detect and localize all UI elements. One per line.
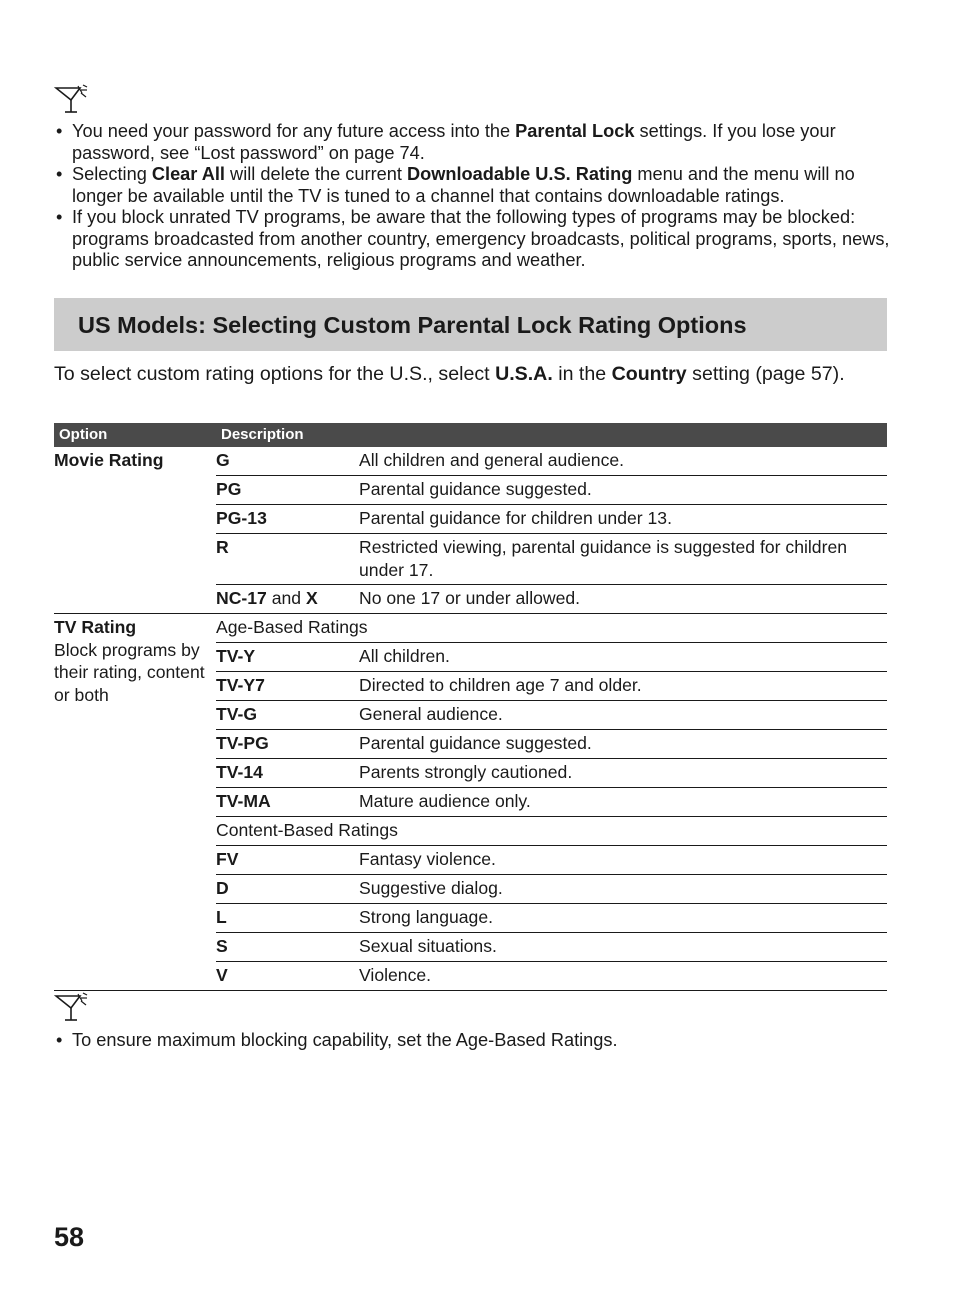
tv-rating-label: TV Rating Block programs by their rating, content or both xyxy=(54,617,205,705)
age-based-heading: Age-Based Ratings xyxy=(216,614,887,643)
section-heading-band xyxy=(54,298,887,351)
table-row: TV-PG Parental guidance suggested. xyxy=(216,730,887,759)
table-row: D Suggestive dialog. xyxy=(216,875,887,904)
content-based-heading: Content-Based Ratings xyxy=(216,817,887,846)
table-row: TV-MA Mature audience only. xyxy=(216,788,887,817)
table-row: TV-14 Parents strongly cautioned. xyxy=(216,759,887,788)
table-row: L Strong language. xyxy=(216,904,887,933)
section-intro: To select custom rating options for the U.S., select U.S.A. in the Country setting (page 57). xyxy=(54,363,845,385)
note-item: • Selecting Clear All will delete the current Downloadable U.S. Rating menu and the menu will no longer be available until the TV is tuned to a channel that contains downloadable ratings. xyxy=(54,164,894,207)
table-row: NC-17 and X No one 17 or under allowed. xyxy=(216,588,581,608)
table-row: G All children and general audience. xyxy=(216,447,887,476)
tv-rating-group xyxy=(54,614,887,991)
note-item: • If you block unrated TV programs, be aware that the following types of programs may be blocked: programs broadcasted from another country, emergency broadcasts, political programs, sports, news, public service announcements, religious programs and weather. xyxy=(54,207,894,272)
table-header xyxy=(54,423,887,447)
rating-table xyxy=(54,447,887,991)
header-option: Option xyxy=(59,426,108,443)
table-row: S Sexual situations. xyxy=(216,933,887,962)
table-row: TV-Y7 Directed to children age 7 and older. xyxy=(216,672,887,701)
notes-top-list xyxy=(54,121,894,272)
note-item: • To ensure maximum blocking capability, set the Age-Based Ratings. xyxy=(54,1030,894,1052)
tip-lamp-icon xyxy=(54,84,90,116)
tv-rating-sublabel: Block programs by their rating, content or both xyxy=(54,639,205,705)
table-row: PG-13 Parental guidance for children under 13. xyxy=(216,505,887,534)
table-row: V Violence. xyxy=(216,965,432,985)
movie-rating-label: Movie Rating xyxy=(54,450,164,470)
table-row: PG Parental guidance suggested. xyxy=(216,476,887,505)
table-row: R Restricted viewing, parental guidance is suggested for children under 17. xyxy=(216,534,887,585)
table-row: TV-G General audience. xyxy=(216,701,887,730)
page-number: 58 xyxy=(54,1222,85,1252)
movie-rating-group xyxy=(54,447,887,614)
notes-bottom-list xyxy=(54,1030,894,1052)
table-row: TV-Y All children. xyxy=(216,643,887,672)
header-description: Description xyxy=(221,426,304,443)
note-item: • You need your password for any future access into the Parental Lock settings. If you lose your password, see “Lost password” on page 74. xyxy=(54,121,894,164)
table-row: FV Fantasy violence. xyxy=(216,846,887,875)
tip-lamp-icon xyxy=(54,992,90,1024)
section-title: US Models: Selecting Custom Parental Lock Rating Options xyxy=(78,312,747,338)
